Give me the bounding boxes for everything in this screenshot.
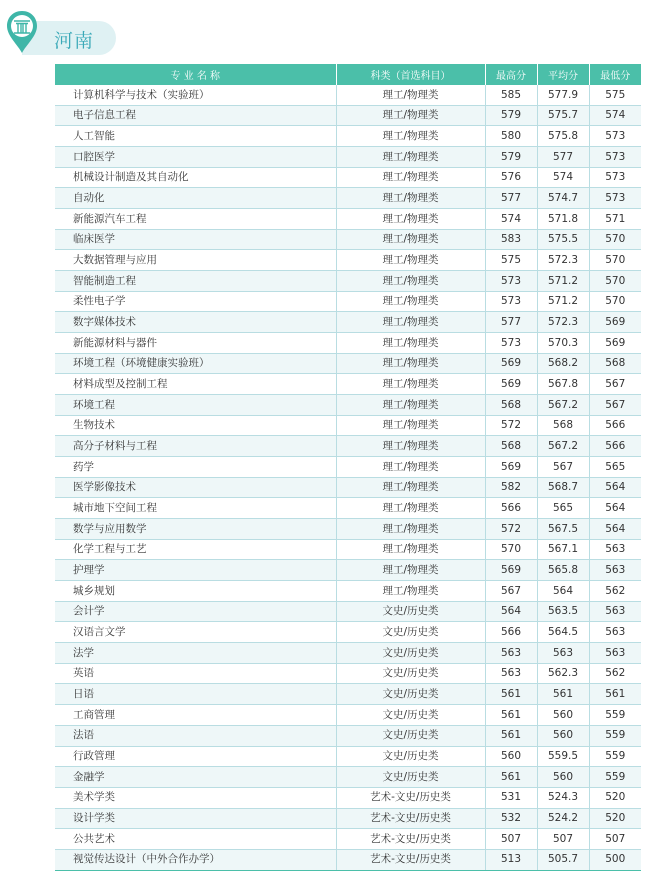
min-score: 564 [589,498,641,519]
avg-score: 571.8 [537,209,589,230]
major-name: 环境工程 [55,395,336,416]
category: 理工/物理类 [336,188,485,209]
max-score: 561 [485,684,537,705]
max-score: 531 [485,787,537,808]
major-name: 口腔医学 [55,147,336,168]
major-name: 自动化 [55,188,336,209]
major-name: 环境工程（环境健康实验班） [55,353,336,374]
avg-score: 567.2 [537,436,589,457]
category: 文史/历史类 [336,684,485,705]
category: 文史/历史类 [336,601,485,622]
header-category: 科类（首选科目） [336,64,485,85]
avg-score: 572.3 [537,250,589,271]
major-name: 城乡规划 [55,581,336,602]
min-score: 569 [589,333,641,354]
max-score: 561 [485,705,537,726]
category: 艺术-文史/历史类 [336,787,485,808]
avg-score: 505.7 [537,849,589,870]
category: 理工/物理类 [336,250,485,271]
table-row [55,250,641,271]
min-score: 573 [589,126,641,147]
major-name: 公共艺术 [55,829,336,850]
max-score: 566 [485,622,537,643]
table-row [55,229,641,250]
min-score: 567 [589,395,641,416]
table-row [55,684,641,705]
min-score: 520 [589,787,641,808]
min-score: 563 [589,539,641,560]
table-row [55,395,641,416]
max-score: 507 [485,829,537,850]
avg-score: 507 [537,829,589,850]
major-name: 临床医学 [55,229,336,250]
max-score: 572 [485,519,537,540]
max-score: 585 [485,85,537,105]
min-score: 566 [589,436,641,457]
table-row [55,746,641,767]
category: 理工/物理类 [336,209,485,230]
avg-score: 560 [537,725,589,746]
min-score: 570 [589,229,641,250]
avg-score: 577.9 [537,85,589,105]
region-title: 河南 [54,30,95,52]
avg-score: 564.5 [537,622,589,643]
avg-score: 568.2 [537,353,589,374]
min-score: 569 [589,312,641,333]
min-score: 563 [589,560,641,581]
category: 理工/物理类 [336,477,485,498]
table-row [55,767,641,788]
table-row [55,85,641,105]
table-row [55,643,641,664]
max-score: 568 [485,436,537,457]
max-score: 563 [485,663,537,684]
min-score: 561 [589,684,641,705]
table-row [55,291,641,312]
table-row [55,312,641,333]
max-score: 568 [485,395,537,416]
avg-score: 567 [537,457,589,478]
table-row [55,622,641,643]
avg-score: 564 [537,581,589,602]
major-name: 汉语言文学 [55,622,336,643]
min-score: 562 [589,581,641,602]
category: 理工/物理类 [336,147,485,168]
major-name: 日语 [55,684,336,705]
min-score: 563 [589,622,641,643]
admission-scores-table [55,64,641,871]
max-score: 564 [485,601,537,622]
major-name: 法语 [55,725,336,746]
table-row [55,126,641,147]
major-name: 人工智能 [55,126,336,147]
table-row [55,808,641,829]
max-score: 513 [485,849,537,870]
max-score: 567 [485,581,537,602]
table-row [55,374,641,395]
category: 理工/物理类 [336,519,485,540]
major-name: 机械设计制造及其自动化 [55,167,336,188]
category: 理工/物理类 [336,126,485,147]
header-max-score: 最高分 [485,64,537,85]
table-row [55,353,641,374]
avg-score: 570.3 [537,333,589,354]
avg-score: 565.8 [537,560,589,581]
min-score: 565 [589,457,641,478]
major-name: 计算机科学与技术（实验班） [55,85,336,105]
min-score: 570 [589,271,641,292]
avg-score: 562.3 [537,663,589,684]
major-name: 新能源汽车工程 [55,209,336,230]
category: 理工/物理类 [336,498,485,519]
avg-score: 575.5 [537,229,589,250]
avg-score: 575.8 [537,126,589,147]
avg-score: 524.3 [537,787,589,808]
category: 理工/物理类 [336,229,485,250]
table-row [55,663,641,684]
max-score: 563 [485,643,537,664]
major-name: 会计学 [55,601,336,622]
category: 文史/历史类 [336,622,485,643]
min-score: 574 [589,105,641,126]
min-score: 566 [589,415,641,436]
category: 理工/物理类 [336,457,485,478]
min-score: 567 [589,374,641,395]
min-score: 564 [589,477,641,498]
max-score: 560 [485,746,537,767]
major-name: 法学 [55,643,336,664]
major-name: 柔性电子学 [55,291,336,312]
avg-score: 560 [537,767,589,788]
category: 艺术-文史/历史类 [336,829,485,850]
major-name: 英语 [55,663,336,684]
major-name: 设计学类 [55,808,336,829]
category: 理工/物理类 [336,374,485,395]
category: 文史/历史类 [336,725,485,746]
min-score: 559 [589,705,641,726]
category: 理工/物理类 [336,312,485,333]
avg-score: 568 [537,415,589,436]
table-row [55,209,641,230]
max-score: 569 [485,353,537,374]
table-row [55,539,641,560]
category: 理工/物理类 [336,415,485,436]
table-row [55,477,641,498]
table-row [55,498,641,519]
max-score: 573 [485,333,537,354]
category: 理工/物理类 [336,85,485,105]
max-score: 574 [485,209,537,230]
major-name: 医学影像技术 [55,477,336,498]
avg-score: 560 [537,705,589,726]
max-score: 569 [485,560,537,581]
min-score: 500 [589,849,641,870]
category: 文史/历史类 [336,663,485,684]
max-score: 577 [485,188,537,209]
major-name: 美术学类 [55,787,336,808]
min-score: 571 [589,209,641,230]
min-score: 573 [589,167,641,188]
min-score: 564 [589,519,641,540]
avg-score: 561 [537,684,589,705]
min-score: 520 [589,808,641,829]
avg-score: 568.7 [537,477,589,498]
avg-score: 567.5 [537,519,589,540]
avg-score: 574.7 [537,188,589,209]
category: 理工/物理类 [336,581,485,602]
location-pin-icon [4,9,40,55]
max-score: 576 [485,167,537,188]
major-name: 药学 [55,457,336,478]
major-name: 数学与应用数学 [55,519,336,540]
major-name: 视觉传达设计（中外合作办学） [55,849,336,870]
min-score: 563 [589,601,641,622]
max-score: 573 [485,291,537,312]
category: 理工/物理类 [336,167,485,188]
avg-score: 567.8 [537,374,589,395]
max-score: 572 [485,415,537,436]
table-row [55,457,641,478]
min-score: 559 [589,725,641,746]
avg-score: 559.5 [537,746,589,767]
major-name: 护理学 [55,560,336,581]
min-score: 570 [589,250,641,271]
table-row [55,519,641,540]
table-row [55,787,641,808]
table-row [55,415,641,436]
major-name: 城市地下空间工程 [55,498,336,519]
avg-score: 567.2 [537,395,589,416]
table-row [55,725,641,746]
table-row [55,333,641,354]
category: 文史/历史类 [336,705,485,726]
table-row [55,560,641,581]
avg-score: 577 [537,147,589,168]
min-score: 568 [589,353,641,374]
min-score: 559 [589,767,641,788]
major-name: 数字媒体技术 [55,312,336,333]
category: 理工/物理类 [336,291,485,312]
category: 艺术-文史/历史类 [336,849,485,870]
min-score: 573 [589,188,641,209]
avg-score: 524.2 [537,808,589,829]
max-score: 570 [485,539,537,560]
avg-score: 572.3 [537,312,589,333]
min-score: 563 [589,643,641,664]
avg-score: 563 [537,643,589,664]
max-score: 580 [485,126,537,147]
category: 艺术-文史/历史类 [336,808,485,829]
table-row [55,105,641,126]
avg-score: 575.7 [537,105,589,126]
min-score: 559 [589,746,641,767]
max-score: 583 [485,229,537,250]
max-score: 561 [485,767,537,788]
table-header-row [55,64,641,85]
category: 理工/物理类 [336,560,485,581]
major-name: 高分子材料与工程 [55,436,336,457]
header-major: 专 业 名 称 [55,64,336,85]
min-score: 573 [589,147,641,168]
major-name: 行政管理 [55,746,336,767]
major-name: 工商管理 [55,705,336,726]
major-name: 大数据管理与应用 [55,250,336,271]
category: 文史/历史类 [336,767,485,788]
major-name: 电子信息工程 [55,105,336,126]
category: 理工/物理类 [336,436,485,457]
min-score: 575 [589,85,641,105]
table-row [55,188,641,209]
header-min-score: 最低分 [589,64,641,85]
major-name: 新能源材料与器件 [55,333,336,354]
max-score: 561 [485,725,537,746]
table-row [55,167,641,188]
category: 理工/物理类 [336,539,485,560]
min-score: 507 [589,829,641,850]
header-avg-score: 平均分 [537,64,589,85]
table-row [55,601,641,622]
avg-score: 574 [537,167,589,188]
max-score: 532 [485,808,537,829]
table-row [55,271,641,292]
max-score: 579 [485,105,537,126]
avg-score: 565 [537,498,589,519]
max-score: 566 [485,498,537,519]
major-name: 生物技术 [55,415,336,436]
max-score: 573 [485,271,537,292]
category: 理工/物理类 [336,395,485,416]
max-score: 569 [485,374,537,395]
table-row [55,829,641,850]
category: 理工/物理类 [336,353,485,374]
category: 文史/历史类 [336,746,485,767]
max-score: 569 [485,457,537,478]
table-row [55,147,641,168]
max-score: 579 [485,147,537,168]
major-name: 材料成型及控制工程 [55,374,336,395]
category: 理工/物理类 [336,105,485,126]
major-name: 智能制造工程 [55,271,336,292]
major-name: 化学工程与工艺 [55,539,336,560]
table-row [55,581,641,602]
max-score: 577 [485,312,537,333]
max-score: 582 [485,477,537,498]
avg-score: 567.1 [537,539,589,560]
table-row [55,849,641,870]
avg-score: 563.5 [537,601,589,622]
category: 文史/历史类 [336,643,485,664]
max-score: 575 [485,250,537,271]
avg-score: 571.2 [537,291,589,312]
category: 理工/物理类 [336,333,485,354]
min-score: 570 [589,291,641,312]
table-row [55,436,641,457]
min-score: 562 [589,663,641,684]
avg-score: 571.2 [537,271,589,292]
category: 理工/物理类 [336,271,485,292]
major-name: 金融学 [55,767,336,788]
table-row [55,705,641,726]
